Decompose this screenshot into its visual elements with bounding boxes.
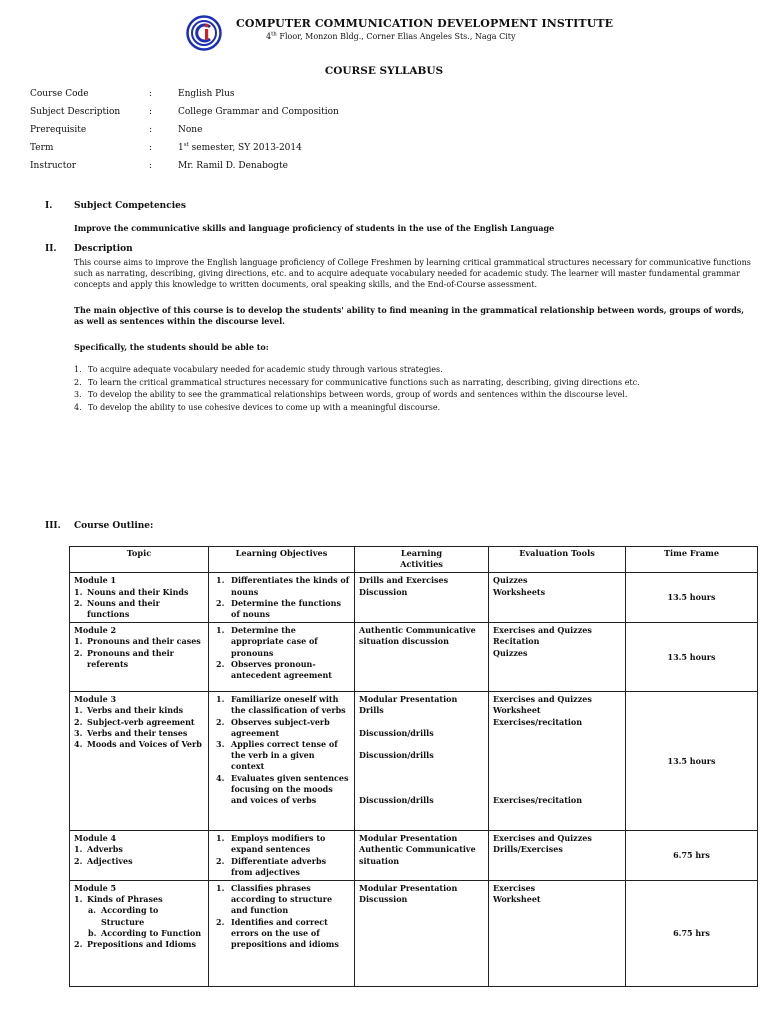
evaluation-text: Worksheet xyxy=(493,894,541,905)
list-item: 2. Determine the functions of nouns xyxy=(216,597,341,620)
list-item: 1. Classifies phrases according to structure and function xyxy=(216,883,333,916)
header-learning-activities: Learning Activities xyxy=(355,547,489,573)
list-item: 2. Observes pronoun-antecedent agreement xyxy=(216,658,332,681)
evaluation-text: Drills/Exercises xyxy=(493,844,563,855)
list-item: b. According to Function xyxy=(88,927,202,938)
list-item: 4. Moods and Voices of Verb xyxy=(74,739,202,750)
section-2-title: Description xyxy=(74,244,133,254)
evaluation-text: Exercises/recitation xyxy=(493,716,583,727)
topic-cell xyxy=(70,573,209,623)
list-item: 3. Verbs and their tenses xyxy=(74,727,188,738)
evaluation-text: Exercises and Quizzes xyxy=(493,694,592,705)
section-1-number: I. xyxy=(45,201,53,211)
activity-text: Modular Presentation xyxy=(359,833,458,844)
list-item: 1. Differentiates the kinds of nouns xyxy=(216,575,350,597)
header-topic: Topic xyxy=(70,547,209,573)
evaluation-cell xyxy=(489,623,626,692)
module-title: Module 5 xyxy=(74,883,117,894)
evaluation-text: Quizzes xyxy=(493,575,528,586)
activity-text: Authentic Communicative situation xyxy=(359,844,476,866)
specific-objectives-list xyxy=(74,364,754,414)
list-item: 2. Adjectives xyxy=(74,855,133,866)
objectives-cell xyxy=(209,623,355,692)
header-time-frame: Time Frame xyxy=(626,547,758,573)
list-item: 2. To learn the critical grammatical structures necessary for communicative functions such as narrating, describing, giving directions etc. xyxy=(74,377,640,387)
section-2-number: II. xyxy=(45,244,57,254)
description-paragraph: This course aims to improve the English language proficiency of College Freshmen by learning critical grammatical structures necessary for communicative functions such as narrating, describing, giving directions, etc. and to acquire adequate vocabulary needed for academic study. The learner will master fundamental grammar concepts and apply this knowledge to written documents, oral speaking skills, and the End-of-Course assessment. xyxy=(74,258,751,290)
list-item: 1. Pronouns and their cases xyxy=(74,636,201,647)
topic-cell xyxy=(70,881,209,987)
list-item: 4. To develop the ability to use cohesive devices to come up with a meaningful discourse. xyxy=(74,402,441,412)
activities-cell xyxy=(355,881,489,987)
activity-text: Modular Presentation xyxy=(359,883,458,894)
evaluation-text: Recitation xyxy=(493,636,540,647)
institute-address: 4th Floor, Monzon Bldg., Corner Elias Angeles Sts., Naga City xyxy=(266,31,516,41)
section-1-title: Subject Competencies xyxy=(74,201,186,211)
subject-competencies-text: Improve the communicative skills and language proficiency of students in the use of the English Language xyxy=(74,223,555,233)
list-item: 2. Pronouns and their referents xyxy=(74,647,174,669)
syllabus-page: COMPUTER COMMUNICATION DEVELOPMENT INSTITUTE 4th Floor, Monzon Bldg., Corner Elias Angeles Sts., Naga City COURSE SYLLABUS Course Code : English Plus Subject Description : College Grammar and Composition Prerequisite : None Term : 1st semester, SY 2013-2014 Instructor : Mr. Ramil D. Denabogte I. Subject Competencies Improve the communicative skills and language proficiency of students in the use of the English Language II. Description This course aims to improve the English language proficiency of College Freshmen by learning critical grammatical structures necessary for communicative functions such as narrating, describing, giving directions, etc. and to acquire adequate vocabulary needed for academic study. The learner will master fundamental grammar concepts and apply this knowledge to written documents, oral speaking skills, and the End-of-Course assessment. The main objective of this course is to develop the students' ability to find meaning in the grammatical relationship between words, groups of words, as well as sentences within the discourse level. Specifically, the students should be able to: 1. To acquire adequate vocabulary needed for academic study through various strategies. 2. To learn the critical grammatical structures necessary for communicative functions such as narrating, describing, giving directions etc. 3. To develop the ability to see the grammatical relationships between words, group of words and sentences within the discourse level. 4. To develop the ability to use cohesive devices to come up with a meaningful discourse. III. Course Outline: Topic Learning Objectives Learning Activities Evaluation Tools Time Frame Module 1 1. Nouns and their Kinds 2. Nouns and their functions 1. Differentiates the kinds of nouns 2. Determine the functions of nouns Drills and Exercises Discussion Quizzes Worksheets 13.5 hours Module 2 1. Pronouns and their cases 2. Pronouns and their referents 1. Determine the appropriate case of pronouns 2. Observes pronoun-antecedent agreement Authentic Communicative situation discussion Exercises and Quizzes Recitation Quizzes 13.5 hours Module 3 1. Verbs and their kinds 2. Subject-verb agreement 3. Verbs and their tenses 4. Moods and Voices of Verb 1. Familiarize oneself with the classification of verbs 2. Observes subject-verb agreement 3. Applies correct tense of the verb in a given context 4. Evaluates given sentences focusing on the moods and voices of verbs Modular Presentation Drills Discussion/drills Discussion/drills Discussion/drills Exercises and Quizzes Worksheet Exercises/recitation Exercises/recitation 13.5 hours Module 4 1. Adverbs 2. Adjectives 1. Employs modifiers to expand sentences 2. Differentiate adverbs from adjectives Modular Presentation Authentic Communicative situation Exercises and Quizzes Drills/Exercises 6.75 hrs Module 5 1. Kinds of Phrases a. According to Structure b. According to Function 2. Prepositions and Idioms 1. Classifies phrases according to structure and function 2. Identifies and correct errors on the use of prepositions and idioms Modular Presentation Discussion Exercises Worksheet 6.75 hrs xyxy=(0,0,768,1024)
activity-text: Discussion/drills xyxy=(359,794,434,805)
objectives-cell xyxy=(209,573,355,623)
institute-name: COMPUTER COMMUNICATION DEVELOPMENT INSTITUTE xyxy=(236,17,614,30)
table-row xyxy=(70,573,758,623)
header-evaluation-tools: Evaluation Tools xyxy=(489,547,626,573)
list-item: 2. Nouns and their functions xyxy=(74,597,160,620)
course-outline-table xyxy=(69,546,758,987)
list-item: 1. Determine the appropriate case of pronouns xyxy=(216,625,318,658)
module-title: Module 1 xyxy=(74,575,117,586)
topic-cell xyxy=(70,623,209,692)
list-item: 3. Applies correct tense of the verb in a given context xyxy=(216,739,338,772)
activity-text: Discussion/drills xyxy=(359,750,434,761)
time-frame-cell: 6.75 hrs xyxy=(626,881,758,987)
list-item: 2. Identifies and correct errors on the use of prepositions and idioms xyxy=(216,916,339,950)
time-frame-cell: 13.5 hours xyxy=(626,692,758,831)
objectives-cell xyxy=(209,831,355,881)
evaluation-text: Exercises and Quizzes xyxy=(493,833,592,844)
evaluation-cell xyxy=(489,831,626,881)
activity-text: Discussion xyxy=(359,586,408,597)
objectives-cell xyxy=(209,881,355,987)
activities-cell xyxy=(355,623,489,692)
list-item: 1. Adverbs xyxy=(74,844,123,855)
evaluation-text: Exercises/recitation xyxy=(493,794,583,805)
evaluation-text: Quizzes xyxy=(493,647,528,658)
evaluation-cell xyxy=(489,573,626,623)
list-item: 1. Kinds of Phrases xyxy=(74,894,163,905)
section-3-title: Course Outline: xyxy=(74,521,154,531)
table-row xyxy=(70,692,758,831)
activities-cell xyxy=(355,692,489,831)
time-frame-cell: 13.5 hours xyxy=(626,623,758,692)
evaluation-cell xyxy=(489,881,626,987)
cci-logo-icon xyxy=(186,15,222,51)
module-title: Module 2 xyxy=(74,625,117,636)
activity-text: Authentic Communicative situation discussion xyxy=(359,625,476,647)
time-frame-cell: 6.75 hrs xyxy=(626,831,758,881)
activities-cell xyxy=(355,831,489,881)
table-header-row xyxy=(70,547,758,573)
activity-text: Discussion xyxy=(359,894,408,905)
objectives-cell xyxy=(209,692,355,831)
table-row xyxy=(70,881,758,987)
topic-cell xyxy=(70,692,209,831)
list-item: 2. Differentiate adverbs from adjectives xyxy=(216,855,327,877)
table-row xyxy=(70,623,758,692)
header-learning-objectives: Learning Objectives xyxy=(209,547,355,573)
list-item: 2. Prepositions and Idioms xyxy=(74,939,197,950)
evaluation-text: Worksheet xyxy=(493,705,541,716)
module-title: Module 3 xyxy=(74,694,117,705)
document-title: COURSE SYLLABUS xyxy=(324,65,444,77)
activity-text: Drills and Exercises xyxy=(359,575,449,586)
topic-cell xyxy=(70,831,209,881)
specific-objectives-intro: Specifically, the students should be able to: xyxy=(74,342,269,352)
activity-text: Discussion/drills xyxy=(359,727,434,738)
list-item: 1. Nouns and their Kinds xyxy=(74,586,189,597)
list-item: 1. Verbs and their kinds xyxy=(74,705,184,716)
list-item: a. According to Structure xyxy=(88,905,159,927)
time-frame-cell: 13.5 hours xyxy=(626,573,758,623)
activity-text: Drills xyxy=(359,705,384,716)
evaluation-text: Exercises and Quizzes xyxy=(493,625,592,636)
list-item: 4. Evaluates given sentences focusing on the moods and voices of verbs xyxy=(216,772,349,806)
evaluation-cell xyxy=(489,692,626,831)
list-item: 2. Subject-verb agreement xyxy=(74,716,195,727)
table-row xyxy=(70,831,758,881)
evaluation-text: Worksheets xyxy=(493,586,546,597)
list-item: 1. Employs modifiers to expand sentences xyxy=(216,833,326,855)
evaluation-text: Exercises xyxy=(493,883,536,894)
list-item: 3. To develop the ability to see the grammatical relationships between words, group of words and sentences within the discourse level. xyxy=(74,390,628,399)
activity-text: Modular Presentation xyxy=(359,694,458,705)
list-item: 1. To acquire adequate vocabulary needed for academic study through various strategies. xyxy=(74,365,443,374)
section-3-number: III. xyxy=(45,521,61,531)
module-title: Module 4 xyxy=(74,833,117,844)
list-item: 2. Observes subject-verb agreement xyxy=(216,716,330,738)
activities-cell xyxy=(355,573,489,623)
list-item: 1. Familiarize oneself with the classification of verbs xyxy=(216,694,346,716)
main-objective-paragraph: The main objective of this course is to develop the students' ability to find meaning in the grammatical relationship between words, groups of words, as well as sentences within the discourse level. xyxy=(74,305,745,327)
